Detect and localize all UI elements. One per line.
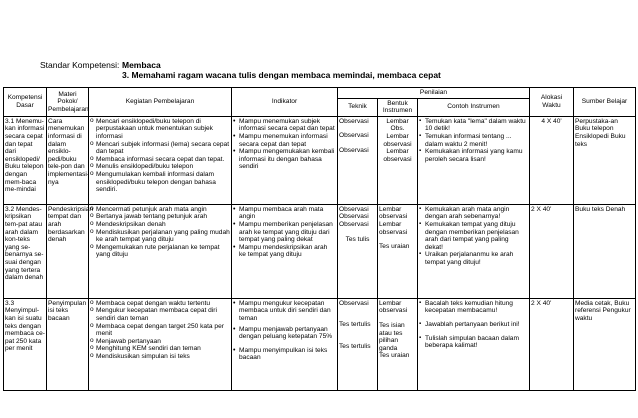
list-item: o Menjawab pertanyaan [90, 338, 230, 346]
teknik-item: Observasi [339, 205, 369, 213]
teknik-item: Tes tulis [345, 235, 370, 243]
list-item: o Mendiskusikan simpulan isi teks [90, 353, 230, 361]
list-item: o Mencari ensiklopedi/buku telepon di perpustakaan untuk menentukan subjek informasi [90, 118, 230, 141]
bentuk-item: Tes uraian [379, 243, 410, 251]
cell-teknik [338, 116, 378, 204]
cell-sumber: Perpustaka-an Buku telepon Ensiklopedi Buku teks [574, 116, 636, 204]
cell-contoh [418, 116, 530, 204]
cell-alokasi: 4 X 40' [530, 116, 574, 204]
teknik-item: Tes tertulis [339, 342, 371, 350]
cell-indikator [232, 116, 338, 204]
list-item: ▪ Tulislah simpulan bacaan dalam beberapa kalimat! [419, 335, 528, 350]
list-item: • Mampu memberikan penjelasan arah ke tempat yang dituju dari tempat yang paling dekat [233, 221, 336, 244]
cell-materi: Penyimpulan isi teks bacaan [47, 298, 89, 390]
list-item: ▪ Kemukakan informasi yang kamu peroleh secara lisan! [419, 148, 528, 163]
header-bentuk: Bentuk Instrumen [378, 98, 418, 116]
list-item: o Membaca cepat dengan waktu tertentu [90, 300, 230, 308]
cell-sumber: Buku teks Denah [574, 204, 636, 298]
teknik-item: Observasi [339, 146, 369, 154]
header-materi: Materi Pokok/ Pembelajaran [47, 88, 89, 117]
cell-indikator [232, 204, 338, 298]
teknik-item: Observasi [339, 213, 369, 221]
header-alokasi: Alokasi Waktu [530, 88, 574, 117]
bentuk-item: Lembar observasi [379, 299, 408, 315]
list-item: • Mampu mendeskripsikan arah ke tempat yang dituju [233, 244, 336, 259]
bentuk-item: Tes isian atau tes pilihan ganda [379, 321, 405, 352]
teknik-item: Tes tertulis [339, 321, 371, 329]
list-item: o Mengemukakan rute perjalanan ke tempat yang dituju [90, 244, 230, 259]
cell-alokasi: 2 X 40' [530, 204, 574, 298]
cell-alokasi: 2 X 40' [530, 298, 574, 390]
list-item: ▪ Uraikan perjalananmu ke arah tempat yang dituju! [419, 251, 528, 266]
teknik-item: Observasi [339, 220, 369, 228]
cell-teknik [338, 204, 378, 298]
bentuk-item: Lembar observasi [383, 148, 412, 163]
table-row [4, 116, 636, 204]
list-item: ▪ Bacalah teks kemudian hitung kecepatan membacamu! [419, 300, 528, 315]
header-indikator: Indikator [232, 88, 338, 117]
list-item: ▪ Temukan kata "lema" dalam waktu 10 detik! [419, 118, 528, 133]
cell-sumber: Media cetak, Buku referensi Pengukur waktu [574, 298, 636, 390]
list-item: ▪ Kemukakan tempat yang dituju dengan memberikan penjelasan arah dari tempat yang paling dekat! [419, 221, 528, 251]
cell-kegiatan [89, 298, 232, 390]
sk-detail: 3. Memahami ragam wacana tulis dengan membaca memindai, membaca cepat [122, 70, 441, 80]
cell-bentuk [378, 298, 418, 390]
list-item: o Mendeskripsikan denah [90, 221, 230, 229]
list-item: • Mampu mengemukakan kembali informasi itu dengan bahasa sendiri [233, 148, 336, 171]
bentuk-item: Tes uraian [379, 352, 410, 360]
list-item: • Mampu mengukur kecepatan membaca untuk diri sendiri dan teman [233, 300, 336, 323]
list-item: o Bertanya jawab tentang petunjuk arah [90, 213, 230, 221]
list-item: • Mampu menemukan informasi secara cepat dan tepat [233, 133, 336, 148]
list-item: o Membaca cepat dengan target 250 kata per menit [90, 323, 230, 338]
header-kd: Kompetensi Dasar [4, 88, 47, 117]
cell-kegiatan [89, 204, 232, 298]
sk-value: Membaca [122, 60, 161, 70]
list-item: o Mengukur kecepatan membaca cepat diri sendiri dan teman [90, 307, 230, 322]
list-item: o Menulis ensiklopedi/buku telepon [90, 163, 230, 171]
cell-kegiatan [89, 116, 232, 204]
list-item: o Mencari subjek informasi (lema) secara cepat dan tepat [90, 141, 230, 156]
header-contoh: Contoh Instrumen [418, 98, 530, 116]
cell-materi: Cara menemukan informasi di dalam ensiklo-pedi/buku tele-pon dan implementasi-nya [47, 116, 89, 204]
bentuk-item: Lembar observasi [379, 220, 408, 236]
list-item: o Mengumulakan kembali informasi dalam ensiklopedi/buku telepon dengan bahasa sendiri. [90, 171, 230, 194]
header-penilaian: Penilaian [338, 88, 530, 99]
cell-contoh [418, 204, 530, 298]
cell-teknik [338, 298, 378, 390]
sk-label: Standar Kompetensi: [40, 60, 120, 70]
cell-indikator [232, 298, 338, 390]
list-item: o Menghitung KEM sendiri dan teman [90, 345, 230, 353]
teknik-item: Observasi [339, 117, 369, 125]
cell-bentuk [378, 204, 418, 298]
cell-materi: Pendeskripsian tempat dan arah berdasarkan denah [47, 204, 89, 298]
cell-bentuk [378, 116, 418, 204]
list-item: ▪ Jawablah pertanyaan berikut ini! [419, 321, 528, 329]
list-item: ▪ Kemukakan arah mata angin dengan arah sebenarnya! [419, 206, 528, 221]
cell-contoh [418, 298, 530, 390]
cell-kd: 3.2 Mendes-kripsikan tem-pat atau arah dalam kon-teks yang se-benarnya se-suai dengan yang tertera dalam denah [4, 204, 47, 298]
table-row [4, 204, 636, 298]
syllabus-table [3, 87, 636, 391]
list-item: • Mampu membaca arah mata angin [233, 206, 336, 221]
bentuk-item: Lembar observasi [383, 132, 412, 148]
list-item: o Mencermati petunjuk arah mata angin [90, 206, 230, 214]
bentuk-item: Lembar observasi [379, 205, 408, 221]
header-kegiatan: Kegiatan Pembelajaran [89, 88, 232, 117]
table-row [4, 298, 636, 390]
teknik-item: Observasi [339, 132, 369, 140]
cell-kd: 3.3 Menyimpul-kan isi suatu teks dengan membaca ce-pat 250 kata per menit [4, 298, 47, 390]
teknik-item: Observasi [339, 299, 369, 307]
cell-kd: 3.1 Menemu-kan informasi secara cepat dan tepat dari ensiklopedi/ Buku telepon dengan mem-baca me-mindai [4, 116, 47, 204]
header-teknik: Teknik [338, 98, 378, 116]
list-item: • Mampu menemukan subjek informasi secara cepat dan tepat [233, 118, 336, 133]
header-sumber: Sumber Belajar [574, 88, 636, 117]
list-item: ▪ Temukan informasi tentang ... dalam waktu 2 menit! [419, 133, 528, 148]
standar-kompetensi [40, 60, 441, 80]
list-item: • Mampu menyimpulkan isi teks bacaan [233, 347, 336, 362]
bentuk-item: Lembar Obs. [386, 117, 409, 133]
list-item: • Mampu menjawab pertanyaan dengan peluang ketepatan 75% [233, 326, 336, 341]
list-item: o Membaca informasi secara cepat dan tepat. [90, 156, 230, 164]
list-item: o Mendiskusikan perjalanan yang paling mudah ke arah tempat yang dituju [90, 229, 230, 244]
